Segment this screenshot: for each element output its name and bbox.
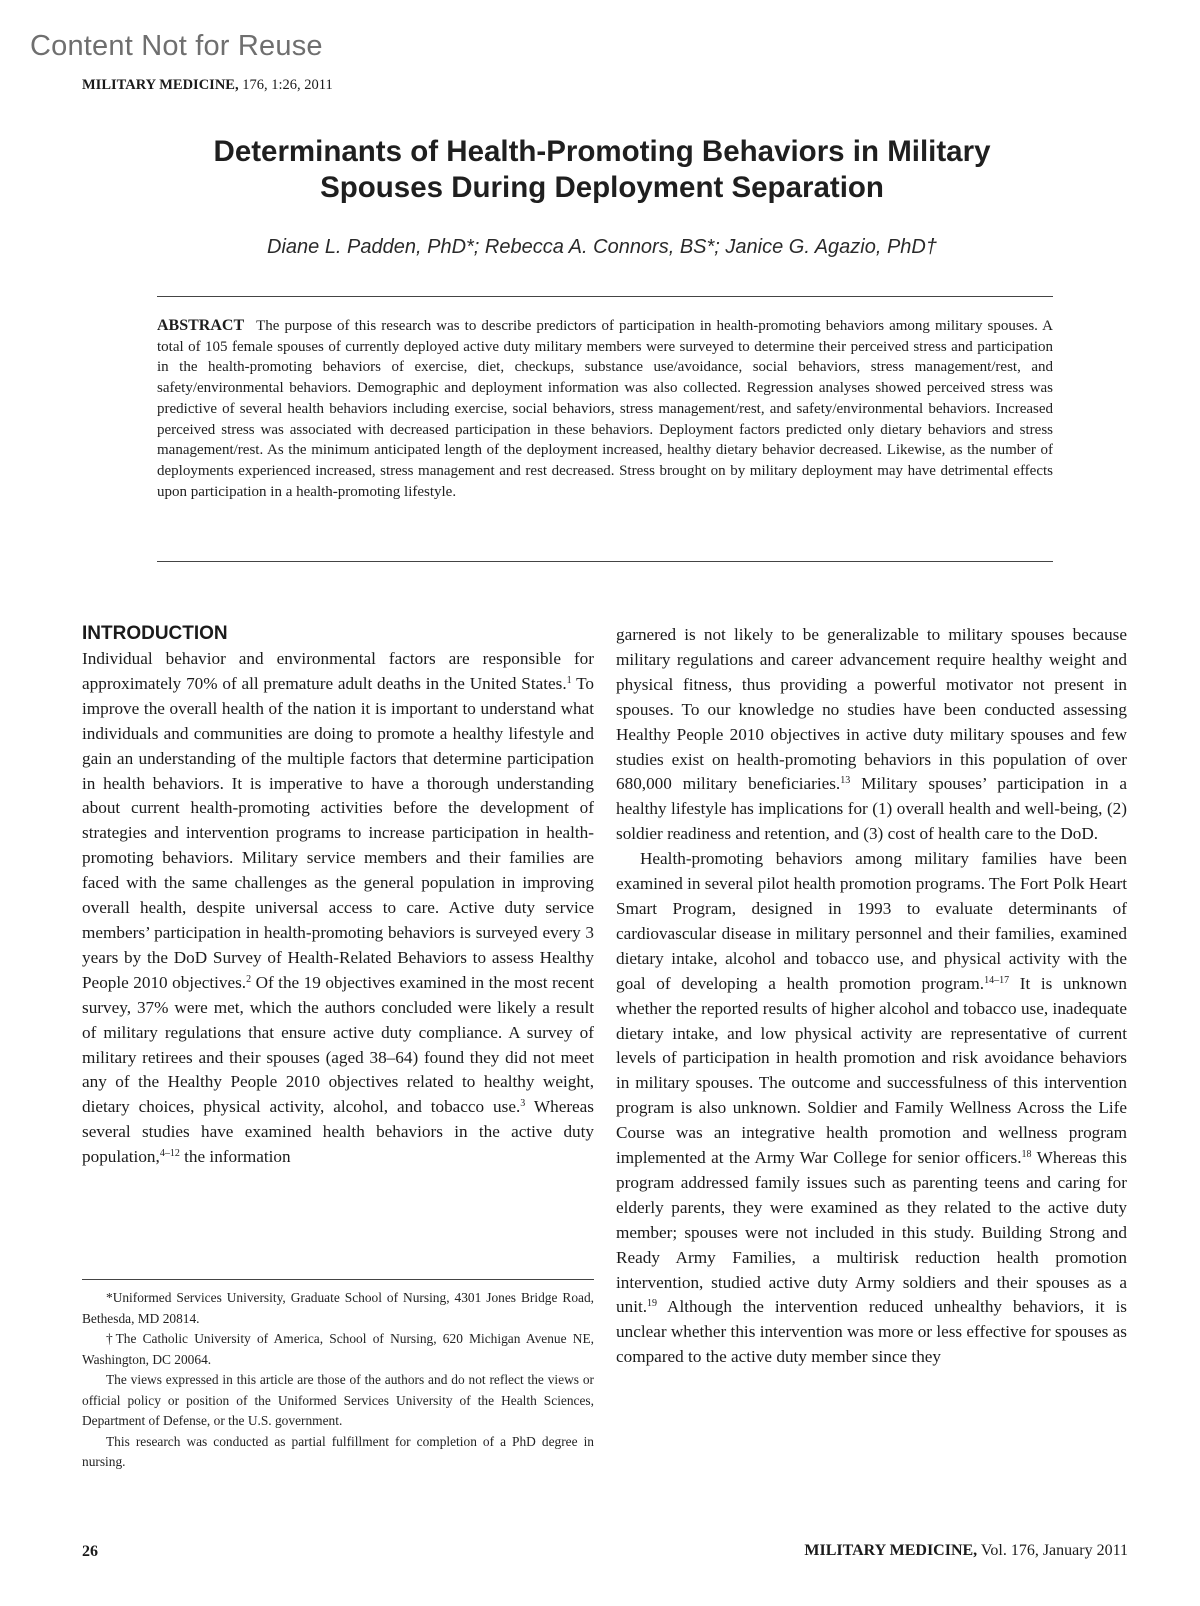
author-list: Diane L. Padden, PhD*; Rebecca A. Connors, BS*; Janice G. Agazio, PhD†: [267, 236, 937, 258]
right-column: [616, 623, 1127, 1370]
introduction-heading: INTRODUCTION: [82, 623, 228, 644]
journal-footer: [804, 1542, 1128, 1560]
p1-text-4: Whereas several studies have examined health behaviors in the active duty population,: [82, 1097, 594, 1167]
p1-text-5: garnered is not likely to be generalizable to military spouses because military regulations and career advancement require healthy weight and physical fitness, thus providing a powerful motivator not present in spouses. To our knowledge no studies have been conducted assessing Healthy People 2010 objectives in active duty military spouses and few studies exist on health-promoting behaviors in this population of over 680,000 military beneficiaries.: [616, 625, 1127, 794]
title-line-2: Spouses During Deployment Separation: [320, 171, 884, 204]
intro-paragraph-2: [616, 847, 1127, 1370]
article-title: [82, 134, 1122, 206]
footer-journal: MILITARY MEDICINE,: [804, 1542, 978, 1559]
citation-ref: 13: [840, 775, 851, 787]
watermark: Content Not for Reuse: [30, 30, 323, 62]
p1-text-1: Individual behavior and environmental factors are responsible for approximately 70% of all premature adult deaths in the United States.: [82, 649, 594, 693]
footnote-rule: [82, 1279, 594, 1280]
title-line-1: Determinants of Health-Promoting Behaviors in Military: [213, 135, 991, 168]
running-head-citation: 176, 1:26, 2011: [242, 77, 333, 93]
running-head: [82, 77, 333, 94]
abstract-top-rule: [157, 296, 1053, 297]
left-column: [82, 622, 594, 1170]
footer-issue: Vol. 176, January 2011: [980, 1542, 1128, 1559]
citation-ref: 19: [647, 1298, 658, 1310]
intro-paragraph-1-continued: [616, 623, 1127, 847]
p1-text-5a: the information: [179, 1147, 291, 1167]
footnotes: [82, 1288, 594, 1473]
footnote-affiliation-1: *Uniformed Services University, Graduate School of Nursing, 4301 Jones Bridge Road, Bethesda, MD 20814.: [82, 1290, 594, 1326]
citation-ref: 4–12: [159, 1148, 180, 1160]
citation-ref: 18: [1021, 1149, 1032, 1161]
abstract-bottom-rule: [157, 561, 1053, 562]
running-head-journal: MILITARY MEDICINE,: [82, 77, 239, 93]
footnote-note: This research was conducted as partial fulfillment for completion of a PhD degree in nursing.: [82, 1433, 594, 1469]
p2-text-4: Although the intervention reduced unhealthy behaviors, it is unclear whether this intervention was more or less effective for spouses as compared to the active duty member since they: [616, 1297, 1127, 1367]
footnote-affiliation-2: †The Catholic University of America, School of Nursing, 620 Michigan Avenue NE, Washington, DC 20064.: [82, 1331, 594, 1367]
citation-ref: 2: [246, 973, 252, 985]
intro-paragraph-1: [82, 647, 594, 1170]
citation-ref: 14–17: [984, 974, 1010, 986]
citation-ref: 1: [566, 674, 572, 686]
citation-ref: 3: [520, 1098, 526, 1110]
p2-text-3: Whereas this program addressed family issues such as parenting teens and caring for elderly parents, they were examined as they related to the active duty member; spouses were not included in this study. Building Strong and Ready Army Families, a multirisk reduction health promotion intervention, studied active duty Army soldiers and their spouses as a unit.: [616, 1148, 1127, 1317]
abstract-label: ABSTRACT: [157, 317, 245, 334]
p1-text-6: Military spouses’ participation in a healthy lifestyle has implications for (1) overall health and well-being, (2) soldier readiness and retention, and (3) cost of health care to the DoD.: [616, 774, 1127, 844]
abstract-text: The purpose of this research was to describe predictors of participation in health-promoting behaviors among military spouses. A total of 105 female spouses of currently deployed active duty military members were surveyed to determine their perceived stress and participation in the health-promoting behaviors of exercise, diet, checkups, substance use/avoidance, social behaviors, stress management/rest, and safety/environmental behaviors. Demographic and deployment information was also collected. Regression analyses showed perceived stress was predictive of several health behaviors including exercise, social behaviors, stress management/rest, and safety/environmental behaviors. Increased perceived stress was associated with decreased participation in these behaviors. Deployment factors predicted only dietary behaviors and stress management/rest. As the minimum anticipated length of the deployment increased, healthy dietary behavior decreased. Likewise, as the number of deployments experienced increased, stress management and rest decreased. Stress brought on by military deployment may have detrimental effects upon participation in a health-promoting lifestyle.: [157, 318, 1053, 500]
abstract: [157, 316, 1053, 502]
p1-text-3: Of the 19 objectives examined in the most recent survey, 37% were met, which the authors concluded were likely a result of military regulations that ensure active duty compliance. A survey of military retirees and their spouses (aged 38–64) found they did not meet any of the Healthy People 2010 objectives related to healthy weight, dietary choices, physical activity, alcohol, and tobacco use.: [82, 972, 594, 1117]
footnote-disclaimer: The views expressed in this article are those of the authors and do not reflect the views or official policy or position of the Uniformed Services University of the Health Sciences, Department of Defense, or the U.S. government.: [82, 1372, 594, 1428]
p1-text-2: To improve the overall health of the nation it is important to understand what individuals and communities are doing to promote a healthy lifestyle and gain an understanding of the multiple factors that determine participation in health behaviors. It is imperative to have a thorough understanding about current health-promoting activities before the development of strategies and intervention programs to increase participation in health-promoting behaviors. Military service members and their families are faced with the same challenges as the general population in improving overall health, despite universal access to care. Active duty service members’ participation in health-promoting behaviors is surveyed every 3 years by the DoD Survey of Health-Related Behaviors to assess Healthy People 2010 objectives.: [82, 673, 594, 992]
p2-text-2: It is unknown whether the reported results of higher alcohol and tobacco use, inadequate dietary intake, and low physical activity are representative of current levels of participation in health promotion and risk avoidance behaviors in military spouses. The outcome and successfulness of this intervention program is also unknown. Soldier and Family Wellness Across the Life Course was an integrative health promotion and wellness program implemented at the Army War College for senior officers.: [616, 973, 1128, 1168]
page-number: 26: [82, 1543, 98, 1560]
p2-text-1: Health-promoting behaviors among military families have been examined in several pilot health promotion programs. The Fort Polk Heart Smart Program, designed in 1993 to evaluate determinants of cardiovascular disease in military personnel and their families, examined dietary intake, alcohol and tobacco use, and physical activity with the goal of developing a health promotion program.: [616, 849, 1127, 993]
